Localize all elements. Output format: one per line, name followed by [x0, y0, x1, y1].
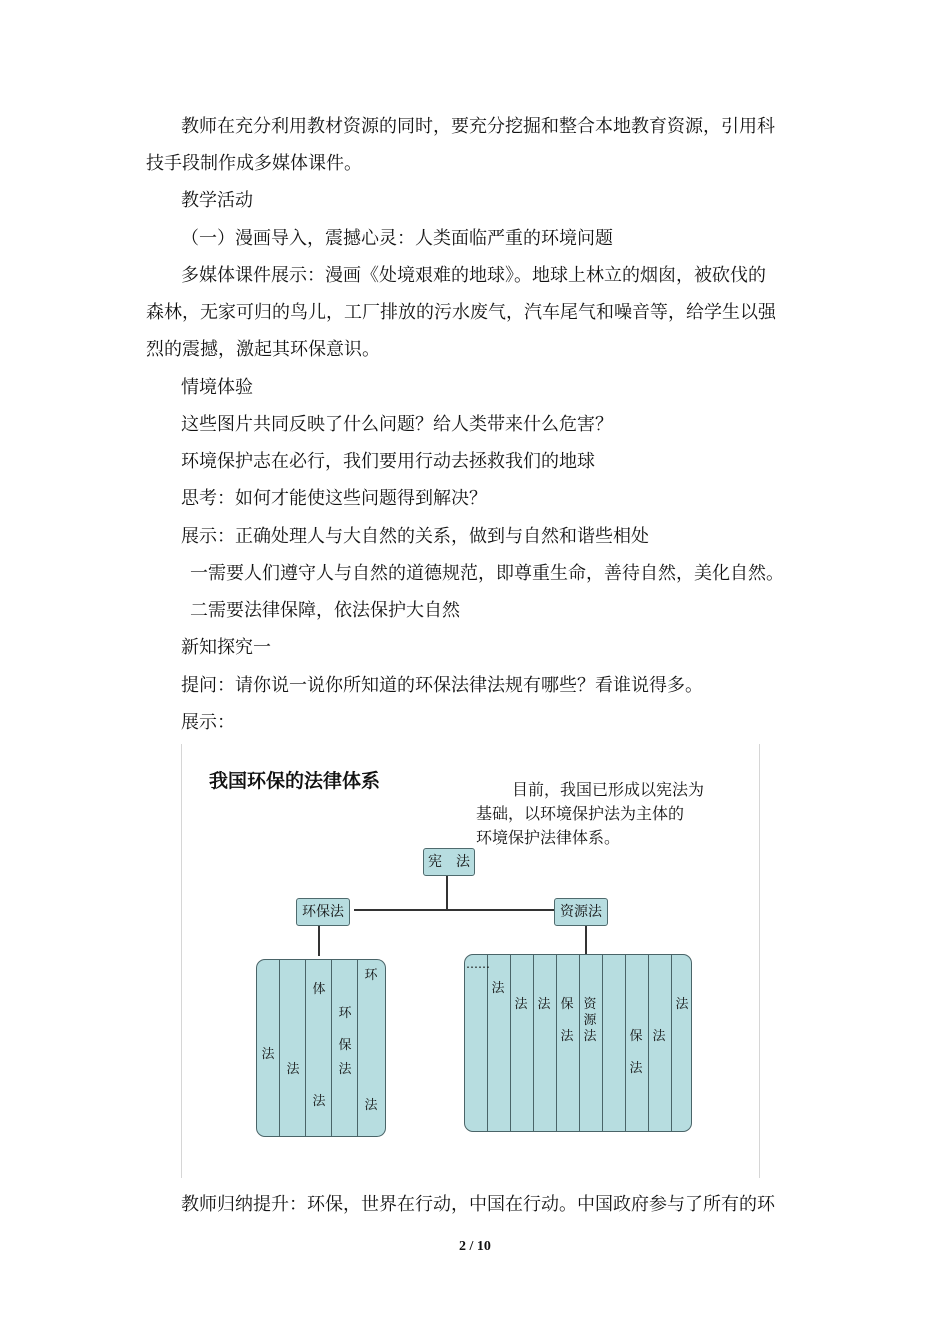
law-system-diagram: [181, 744, 760, 1178]
section-heading: 情境体验: [181, 377, 253, 398]
paragraph-line: 二需要法律保障，依法保护大自然: [190, 600, 460, 621]
section-heading: 教学活动: [181, 190, 253, 211]
environmental-law-node: 环保法: [296, 898, 350, 926]
connector-line: [585, 924, 587, 954]
paragraph-line: 这些图片共同反映了什么问题？给人类带来什么危害？: [181, 414, 613, 435]
paragraph-line: 技手段制作成多媒体课件。: [146, 153, 362, 174]
constitution-node: 宪 法: [423, 848, 475, 876]
law-character: 资: [583, 997, 597, 1012]
paragraph-line: 环境保护志在必行，我们要用行动去拯救我们的地球: [181, 451, 595, 472]
paragraph-line: 森林，无家可归的鸟儿，工厂排放的污水废气，汽车尾气和噪音等，给学生以强: [146, 302, 776, 323]
diagram-note-line: 目前，我国已形成以宪法为: [512, 780, 705, 799]
connector-line: [446, 875, 448, 909]
law-character: 源: [583, 1013, 597, 1028]
resource-law-panel: [464, 954, 692, 1132]
law-character: 法: [629, 1061, 643, 1076]
section-heading: 新知探究一: [181, 637, 271, 658]
paragraph-line: 思考：如何才能使这些问题得到解决？: [181, 488, 487, 509]
law-character: 法: [675, 997, 689, 1012]
law-character: 法: [338, 1062, 352, 1077]
paragraph-line: 烈的震撼，激起其环保意识。: [146, 339, 380, 360]
paragraph-line: 展示：: [181, 712, 235, 733]
paragraph-line: 教师归纳提升：环保，世界在行动，中国在行动。中国政府参与了所有的环: [181, 1194, 775, 1215]
environmental-law-panel: [256, 959, 386, 1137]
diagram-title: 我国环保的法律体系: [209, 770, 381, 792]
page-number: 2 / 10: [459, 1239, 491, 1254]
law-character: 法: [261, 1047, 275, 1062]
connector-line: [354, 909, 554, 911]
resource-law-node: 资源法: [554, 898, 608, 926]
paragraph-line: 提问：请你说一说你所知道的环保法律法规有哪些？看谁说得多。: [181, 675, 703, 696]
law-character: 法: [583, 1029, 597, 1044]
paragraph-line: 教师在充分利用教材资源的同时，要充分挖掘和整合本地教育资源，引用科: [181, 116, 775, 137]
diagram-note-line: 基础，以环境保护法为主体的: [476, 804, 685, 823]
law-character: 保: [629, 1029, 643, 1044]
diagram-note-line: 环境保护法律体系。: [476, 828, 621, 847]
law-character: 体: [312, 982, 326, 997]
law-character: 法: [491, 981, 505, 996]
ellipsis-text: ……: [466, 957, 490, 971]
paragraph-line: 展示：正确处理人与大自然的关系，做到与自然和谐些相处: [181, 526, 649, 547]
paragraph-line: 多媒体课件展示：漫画《处境艰难的地球》。地球上林立的烟囱，被砍伐的: [181, 265, 766, 286]
paragraph-line: 一需要人们遵守人与自然的道德规范，即尊重生命，善待自然，美化自然。: [190, 563, 784, 584]
law-character: 法: [364, 1098, 378, 1113]
law-character: 法: [652, 1029, 666, 1044]
law-character: 法: [514, 997, 528, 1012]
law-character: 环: [364, 968, 378, 983]
law-character: 法: [286, 1062, 300, 1077]
connector-line: [318, 924, 320, 956]
subsection-heading: （一）漫画导入，震撼心灵：人类面临严重的环境问题: [181, 228, 613, 249]
law-character: 法: [312, 1094, 326, 1109]
law-character: 法: [560, 1029, 574, 1044]
law-character: 法: [537, 997, 551, 1012]
law-character: 保: [560, 997, 574, 1012]
law-character: 环: [338, 1006, 352, 1021]
law-character: 保: [338, 1038, 352, 1053]
